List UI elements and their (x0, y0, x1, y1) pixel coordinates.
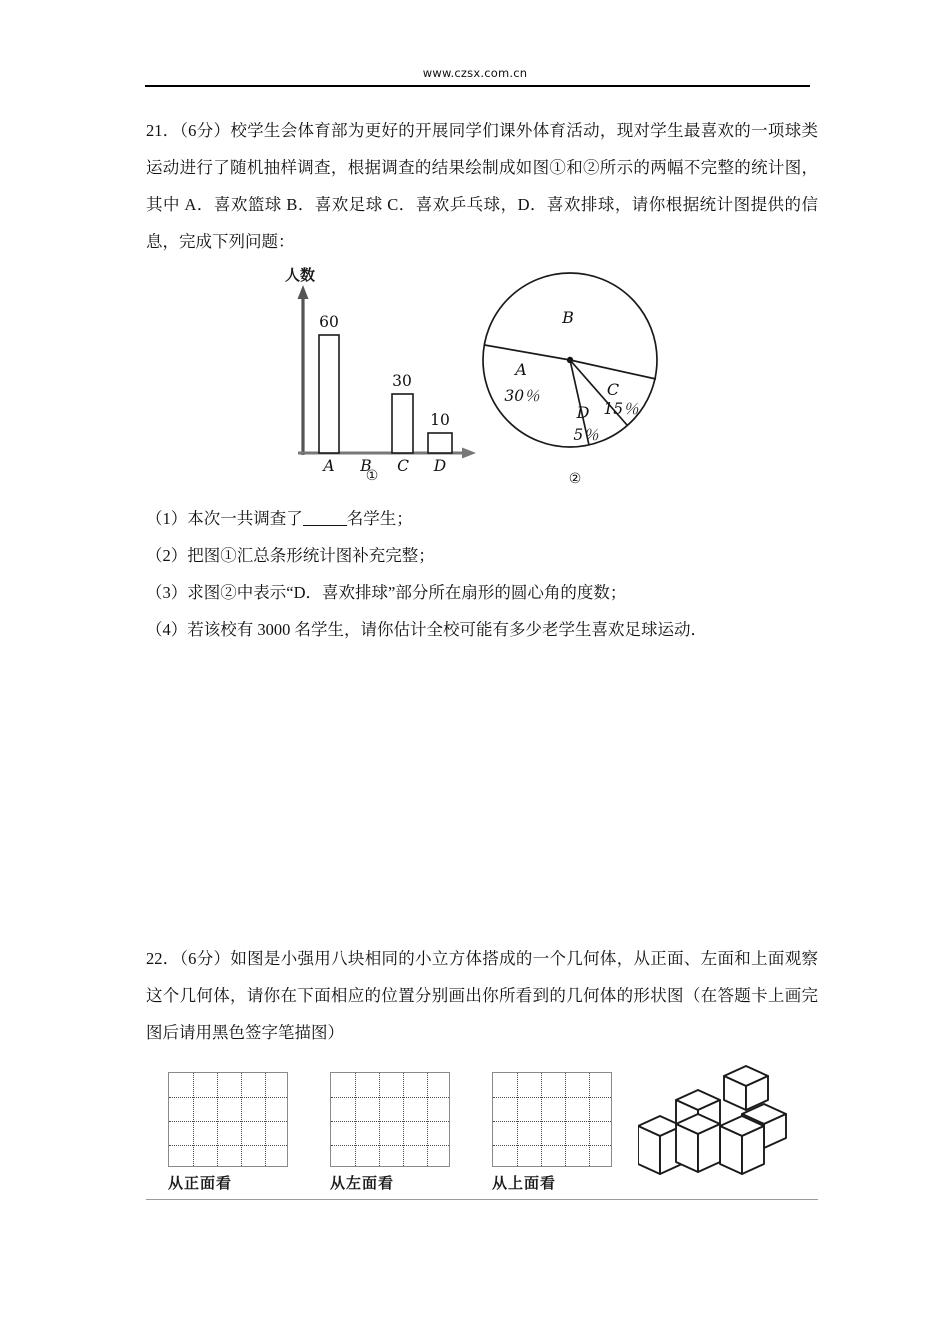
grid-line-v4 (265, 1073, 266, 1166)
grid-line-v4 (589, 1073, 590, 1166)
grid-line-v2 (379, 1073, 380, 1166)
answer-grid-left[interactable] (330, 1072, 450, 1167)
grid-line-h2 (493, 1121, 611, 1122)
subquestion-4 (146, 611, 818, 648)
subquestion-1-text-after: 名学生； (346, 509, 413, 528)
grid-line-v1 (517, 1073, 518, 1166)
subquestion-2 (146, 537, 818, 574)
pie-label-B: B (562, 308, 574, 327)
figure-22-bottom-divider (146, 1199, 818, 1200)
bar-category-A: A (323, 457, 335, 475)
subquestion-2-label: （2） (146, 546, 188, 565)
grid-line-v2 (541, 1073, 542, 1166)
question-22-stem-text: 如图是小强用八块相同的小立方体搭成的一个几何体，从正面、左面和上面观察这个几何体，请你在下面相应的位置分别画出你所看到的几何体的形状图（在答题卡上画完图后请用黑色签字笔描图） (146, 949, 819, 1042)
subquestion-3-label: （3） (146, 583, 188, 602)
header-divider (145, 85, 810, 87)
grid-line-v3 (241, 1073, 242, 1166)
grid-line-v4 (427, 1073, 428, 1166)
bar-C-value: 30 (392, 372, 412, 390)
grid-line-h3 (493, 1145, 611, 1146)
pie-percent-D: 5％ (573, 426, 599, 444)
view-grid-top[interactable] (492, 1072, 612, 1193)
bar-A-value: 60 (319, 313, 339, 331)
grid-line-h3 (331, 1145, 449, 1146)
cube-solid-illustration (638, 1064, 808, 1194)
subquestion-1-answer-blank[interactable] (303, 525, 347, 526)
figure-2-label: ② (568, 471, 582, 487)
bar-chart-ylabel: 人数 (285, 266, 316, 284)
bar-category-B: B (360, 457, 372, 475)
grid-line-v1 (355, 1073, 356, 1166)
grid-line-h3 (169, 1145, 287, 1146)
bar-A (319, 335, 339, 453)
bar-category-C: C (397, 457, 409, 475)
question-22-number: 22． (146, 949, 180, 968)
bar-category-D: D (433, 457, 447, 475)
figure-1-label: ① (365, 468, 379, 484)
grid-line-h2 (331, 1121, 449, 1122)
bar-C (392, 394, 413, 453)
view-grid-front[interactable] (168, 1072, 288, 1193)
bar-chart (285, 266, 476, 484)
question-22-points: （6分） (179, 949, 231, 968)
pie-percent-A: 30％ (504, 387, 540, 405)
grid-line-h1 (493, 1097, 611, 1098)
pie-chart (483, 273, 657, 487)
view-grid-left[interactable] (330, 1072, 450, 1193)
figure-21-svg (0, 255, 950, 490)
subquestion-1-label: （1） (146, 509, 188, 528)
question-21-number: 21． (146, 121, 180, 140)
question-21-points: （6分） (179, 121, 231, 140)
view-caption-left: 从左面看 (330, 1174, 395, 1192)
cube-solid-svg (638, 1064, 808, 1189)
grid-line-v3 (403, 1073, 404, 1166)
question-21-subquestions (146, 500, 818, 648)
pie-label-C: C (606, 380, 620, 399)
grid-line-v2 (217, 1073, 218, 1166)
bar-D-value: 10 (430, 411, 450, 429)
pie-percent-C: 15％ (603, 400, 639, 418)
subquestion-3-text: 求图②中表示“D．喜欢排球”部分所在扇形的圆心角的度数； (187, 583, 627, 602)
question-21-stem-paragraph (146, 112, 818, 260)
grid-line-v1 (193, 1073, 194, 1166)
subquestion-4-text: 若该校有 3000 名学生，请你估计全校可能有多少老学生喜欢足球运动． (187, 620, 707, 639)
question-22-stem-block (146, 940, 818, 1051)
pie-label-D: D (576, 403, 590, 422)
question-21-figures (0, 255, 950, 490)
subquestion-2-text: 把图①汇总条形统计图补充完整； (187, 546, 435, 565)
bar-D (428, 433, 452, 453)
answer-grid-front[interactable] (168, 1072, 288, 1167)
subquestion-1-text-before: 本次一共调查了 (187, 509, 303, 528)
grid-line-h1 (169, 1097, 287, 1098)
question-22-stem-paragraph (146, 940, 818, 1051)
grid-line-v3 (565, 1073, 566, 1166)
grid-line-h1 (331, 1097, 449, 1098)
subquestion-1 (146, 500, 818, 537)
pie-label-A: A (515, 360, 527, 379)
view-caption-top: 从上面看 (492, 1174, 557, 1192)
subquestion-3 (146, 574, 818, 611)
question-21-stem-text: 校学生会体育部为更好的开展同学们课外体育活动，现对学生最喜欢的一项球类运动进行了随机抽样调查，根据调查的结果绘制成如图①和②所示的两幅不完整的统计图，其中 A．喜欢篮球 B．喜欢足球 C．喜欢乒乓球，D．喜欢排球，请你根据统计图提供的信息，完成下列问题： (146, 121, 819, 251)
answer-grid-top[interactable] (492, 1072, 612, 1167)
question-22-figures (168, 1072, 823, 1200)
subquestion-4-label: （4） (146, 620, 188, 639)
question-21-stem-block (146, 112, 818, 260)
grid-line-h2 (169, 1121, 287, 1122)
view-caption-front: 从正面看 (168, 1174, 233, 1192)
header-site-url: www.czsx.com.cn (422, 66, 528, 80)
